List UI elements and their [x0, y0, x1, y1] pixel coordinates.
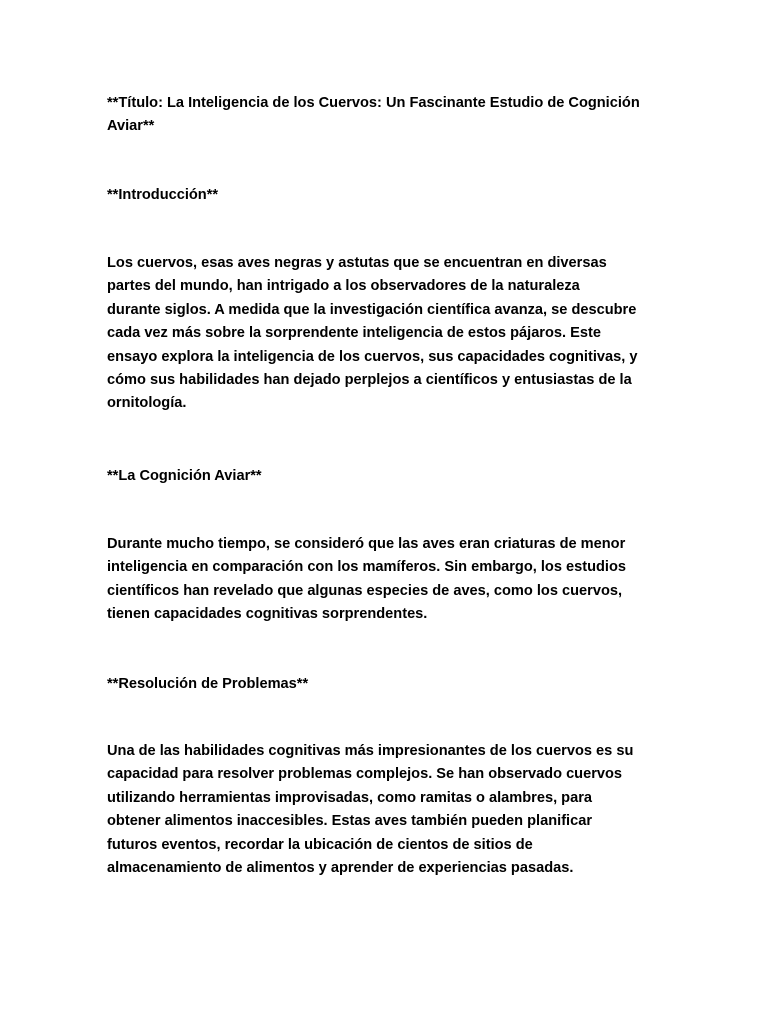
section-heading-resolucion-problemas: **Resolución de Problemas**	[107, 676, 309, 692]
section-heading-introduccion: **Introducción**	[107, 187, 219, 203]
document-title: **Título: La Inteligencia de los Cuervos: Un Fascinante Estudio de Cognición Aviar**	[107, 95, 640, 135]
paragraph-resolucion-problemas: Una de las habilidades cognitivas más impresionantes de los cuervos es su capacidad para resolver problemas complejos. Se han observado cuervos utilizando herramientas improvisadas, como ramitas o alambres, para obtener alimentos inaccesibles. Estas aves también pueden planificar futuros eventos, recordar la ubicación de cientos de sitios de almacenamiento de alimentos y aprender de experiencias pasadas.	[107, 743, 634, 877]
paragraph-cognicion-aviar: Durante mucho tiempo, se consideró que las aves eran criaturas de menor inteligencia en comparación con los mamíferos. Sin embargo, los estudios científicos han revelado que algunas especies de aves, como los cuervos, tienen capacidades cognitivas sorprendentes.	[107, 536, 627, 623]
paragraph-introduccion: Los cuervos, esas aves negras y astutas que se encuentran en diversas partes del mundo, han intrigado a los observadores de la naturaleza durante siglos. A medida que la investigación científica avanza, se descubre cada vez más sobre la sorprendente inteligencia de estos pájaros. Este ensayo explora la inteligencia de los cuervos, sus capacidades cognitivas, y cómo sus habilidades han dejado perplejos a científicos y entusiastas de la ornitología.	[107, 255, 638, 412]
section-heading-cognicion-aviar: **La Cognición Aviar**	[107, 468, 262, 484]
